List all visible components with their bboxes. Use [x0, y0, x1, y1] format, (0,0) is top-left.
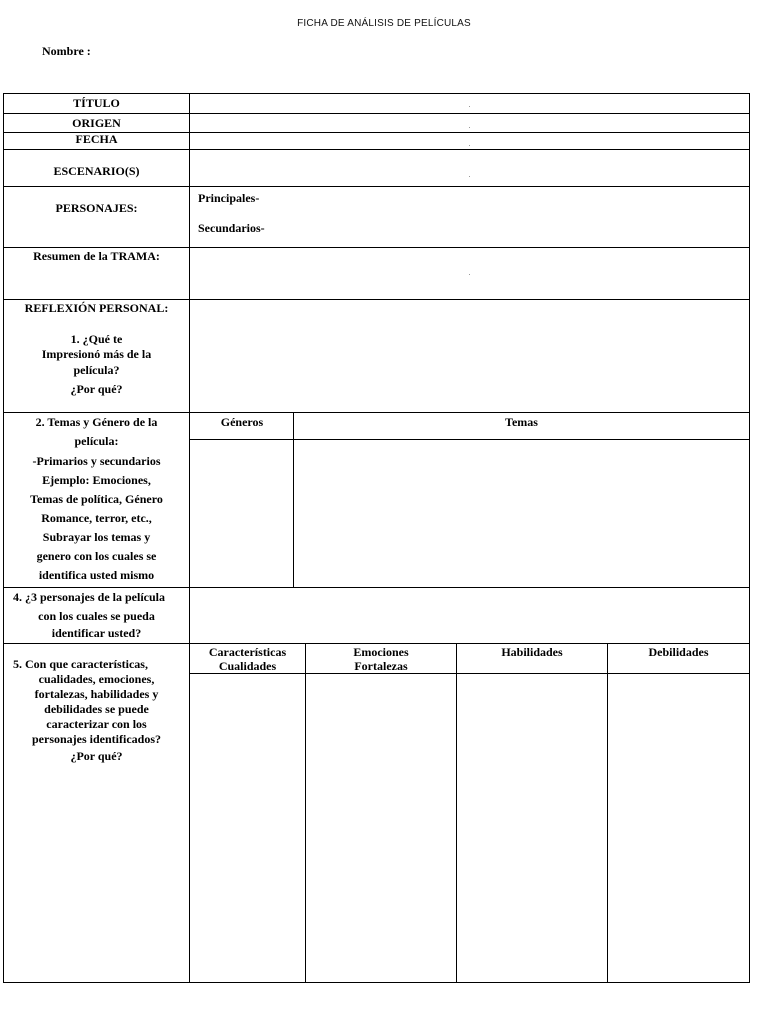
char-col-divider — [607, 643, 608, 983]
temas-question-line: Romance, terror, etc., — [41, 511, 152, 525]
secundarios-label: Secundarios- — [198, 221, 265, 235]
principales-label: Principales- — [198, 191, 260, 205]
titulo-field[interactable] — [191, 95, 748, 112]
row-divider — [3, 587, 750, 588]
debilidades-column-header: Debilidades — [648, 645, 709, 659]
row-divider — [3, 643, 750, 644]
row-divider — [3, 299, 750, 300]
caracteristicas-column-header — [190, 645, 305, 673]
temas-column-header: Temas — [505, 415, 538, 429]
characteristics-header-divider — [190, 673, 750, 674]
caracteristicas-question-line: ¿Por qué? — [70, 749, 123, 763]
table-right-border — [749, 93, 750, 983]
row-divider — [3, 186, 750, 187]
personajes-label: PERSONAJES: — [55, 201, 138, 215]
caracteristicas-field[interactable] — [191, 675, 304, 981]
fortalezas-header-line: Fortalezas — [354, 659, 408, 673]
emociones-header-line: Emociones — [353, 645, 409, 659]
temas-question-line: -Primarios y secundarios — [32, 454, 161, 468]
char-col-divider — [305, 643, 306, 983]
nombre-label: Nombre : — [42, 44, 91, 58]
temas-question-line: 2. Temas y Género de la — [35, 415, 158, 429]
cualidades-header-line: Cualidades — [218, 659, 277, 673]
char-col-divider — [456, 643, 457, 983]
temas-question-line: película: — [74, 434, 119, 448]
temas-header-divider — [190, 439, 750, 440]
page-title: FICHA DE ANÁLISIS DE PELÍCULAS — [297, 18, 471, 29]
fecha-label: FECHA — [75, 132, 118, 146]
row-divider — [3, 412, 750, 413]
table-top-border — [3, 93, 750, 94]
escenario-field[interactable] — [191, 151, 748, 185]
caracteristicas-question-line: fortalezas, habilidades y — [34, 687, 159, 701]
caracteristicas-header-line: Características — [208, 645, 287, 659]
temas-question-line: identifica usted mismo — [38, 568, 155, 582]
temas-question-line: Temas de política, Género — [30, 492, 163, 506]
origen-field[interactable] — [191, 115, 748, 131]
caracteristicas-question-line: personajes identificados? — [32, 732, 161, 746]
escenario-label: ESCENARIO(S) — [53, 164, 140, 178]
row-divider — [3, 149, 750, 150]
reflexion-heading: REFLEXIÓN PERSONAL: — [24, 301, 169, 315]
generos-temas-divider — [293, 412, 294, 587]
reflexion-field[interactable] — [191, 301, 748, 411]
emociones-field[interactable] — [307, 675, 455, 981]
resumen-field[interactable] — [191, 249, 748, 298]
emociones-column-header — [306, 645, 456, 673]
personajes3-field[interactable] — [191, 589, 748, 642]
origen-label: ORIGEN — [72, 116, 121, 130]
temas-question-line: Ejemplo: Emociones, — [42, 473, 151, 487]
fecha-field[interactable] — [191, 134, 748, 148]
habilidades-field[interactable] — [458, 675, 606, 981]
temas-field[interactable] — [295, 441, 748, 586]
reflexion-question-line: 1. ¿Qué te — [70, 332, 123, 346]
table-bottom-border — [3, 982, 750, 983]
debilidades-field[interactable] — [609, 675, 748, 981]
generos-field[interactable] — [191, 441, 292, 586]
reflexion-question-line: Impresionó más de la — [41, 347, 152, 361]
label-column-divider — [189, 93, 190, 983]
temas-question-line: genero con los cuales se — [36, 549, 157, 563]
personajes3-question-line: 4. ¿3 personajes de la película — [13, 590, 165, 604]
habilidades-column-header: Habilidades — [501, 645, 563, 659]
resumen-label: Resumen de la TRAMA: — [33, 249, 160, 263]
caracteristicas-question-line: caracterizar con los — [46, 717, 147, 731]
personajes3-question-line: identificar usted? — [51, 626, 142, 640]
caracteristicas-question-line: 5. Con que características, — [13, 657, 148, 671]
temas-question-line: Subrayar los temas y — [42, 530, 151, 544]
caracteristicas-question-line: debilidades se puede — [44, 702, 149, 716]
generos-column-header: Géneros — [220, 415, 264, 429]
reflexion-question-line: ¿Por qué? — [70, 382, 123, 396]
titulo-label: TÍTULO — [73, 96, 120, 110]
row-divider — [3, 113, 750, 114]
personajes3-question-line: con los cuales se pueda — [38, 609, 155, 623]
reflexion-question-line: película? — [73, 363, 120, 377]
caracteristicas-question-line: cualidades, emociones, — [38, 672, 155, 686]
row-divider — [3, 247, 750, 248]
